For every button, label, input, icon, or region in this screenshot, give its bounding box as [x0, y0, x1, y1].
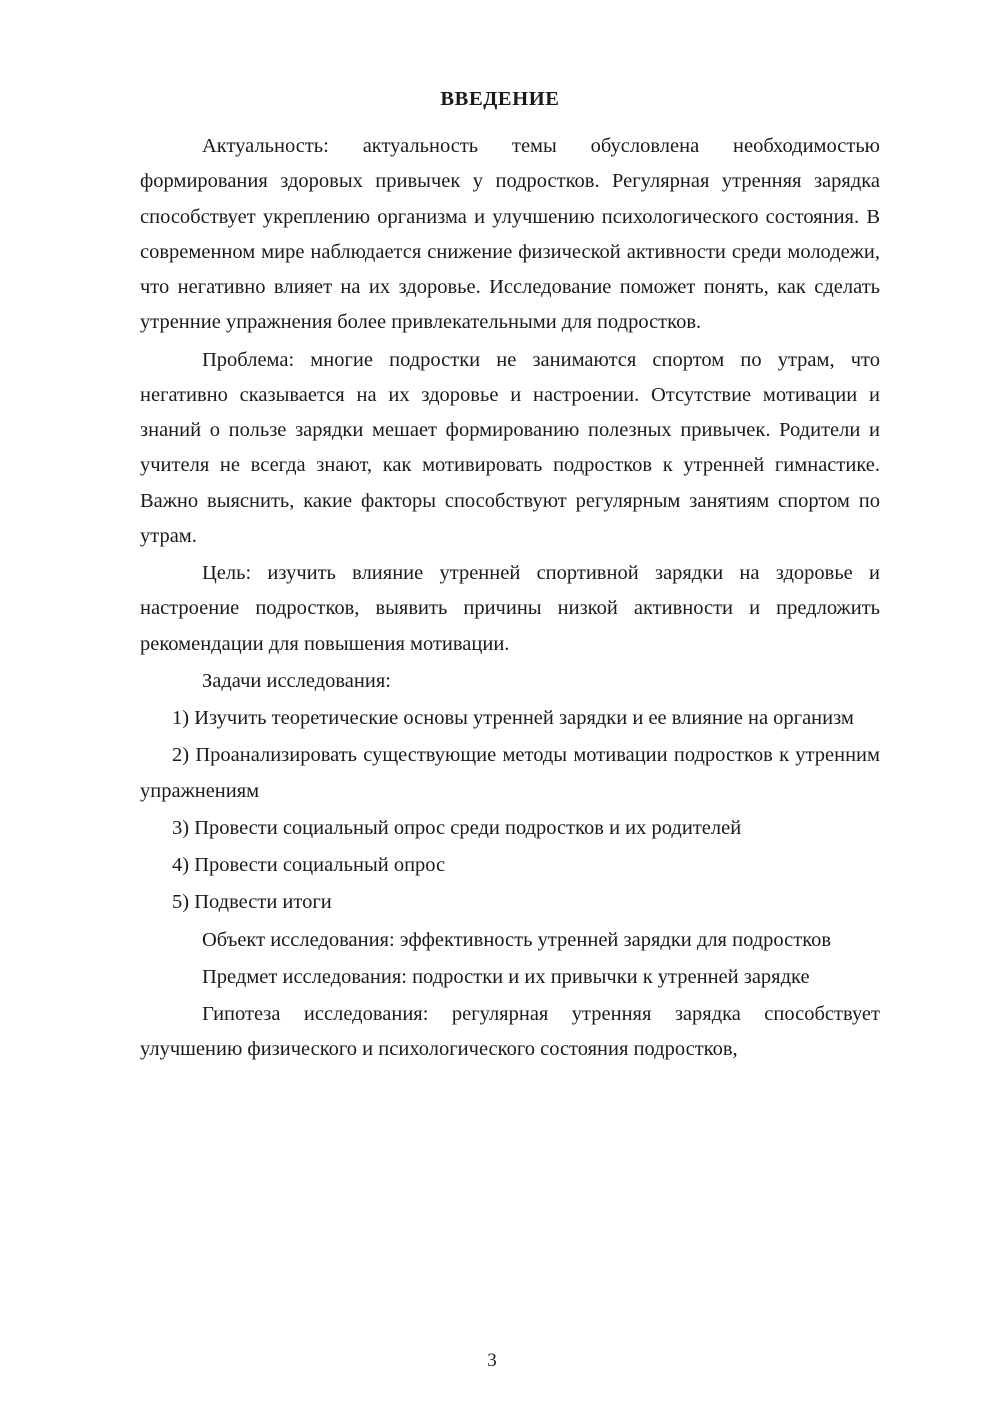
page-number: 3 [487, 1350, 497, 1371]
paragraph-goal: Цель: изучить влияние утренней спортивной зарядки на здоровье и настроение подростков, выявить причины низкой активности и предложить рекомендации для повышения мотивации. [140, 562, 880, 655]
paragraph-tasks-heading: Задачи исследования: [202, 669, 391, 692]
paragraph-relevance: Актуальность: актуальность темы обусловлена необходимостью формирования здоровых привычек у подростков. Регулярная утренняя зарядка способствует укреплению организма и улучшению психологического состояния. В современном мире наблюдается снижение физической активности среди молодежи, что негативно влияет на их здоровье. Исследование поможет понять, как сделать утренние упражнения более привлекательными для подростков. [140, 135, 880, 334]
task-item-5: 5) Подвести итоги [172, 891, 332, 914]
paragraph-problem: Проблема: многие подростки не занимаются спортом по утрам, что негативно сказывается на их здоровье и настроении. Отсутствие мотивации и знаний о пользе зарядки мешает формированию полезных привычек. Родители и учителя не всегда знают, как мотивировать подростков к утренней гимнастике. Важно выяснить, какие факторы способствуют регулярным занятиям спортом по утрам. [140, 348, 880, 547]
task-item-2: 2) Проанализировать существующие методы мотивации подростков к утренним упражнениям [140, 744, 880, 802]
paragraph-hypothesis: Гипотеза исследования: регулярная утренняя зарядка способствует улучшению физического и психологического состояния подростков, [140, 1003, 880, 1061]
task-item-3: 3) Провести социальный опрос среди подростков и их родителей [172, 816, 742, 839]
task-item-4: 4) Провести социальный опрос [172, 854, 446, 876]
paragraph-object: Объект исследования: эффективность утренней зарядки для подростков [202, 928, 832, 951]
paragraph-subject: Предмет исследования: подростки и их привычки к утренней зарядке [202, 965, 810, 988]
task-item-1: 1) Изучить теоретические основы утренней зарядки и ее влияние на организм [172, 707, 854, 729]
page-title: ВВЕДЕНИЕ [440, 88, 560, 110]
